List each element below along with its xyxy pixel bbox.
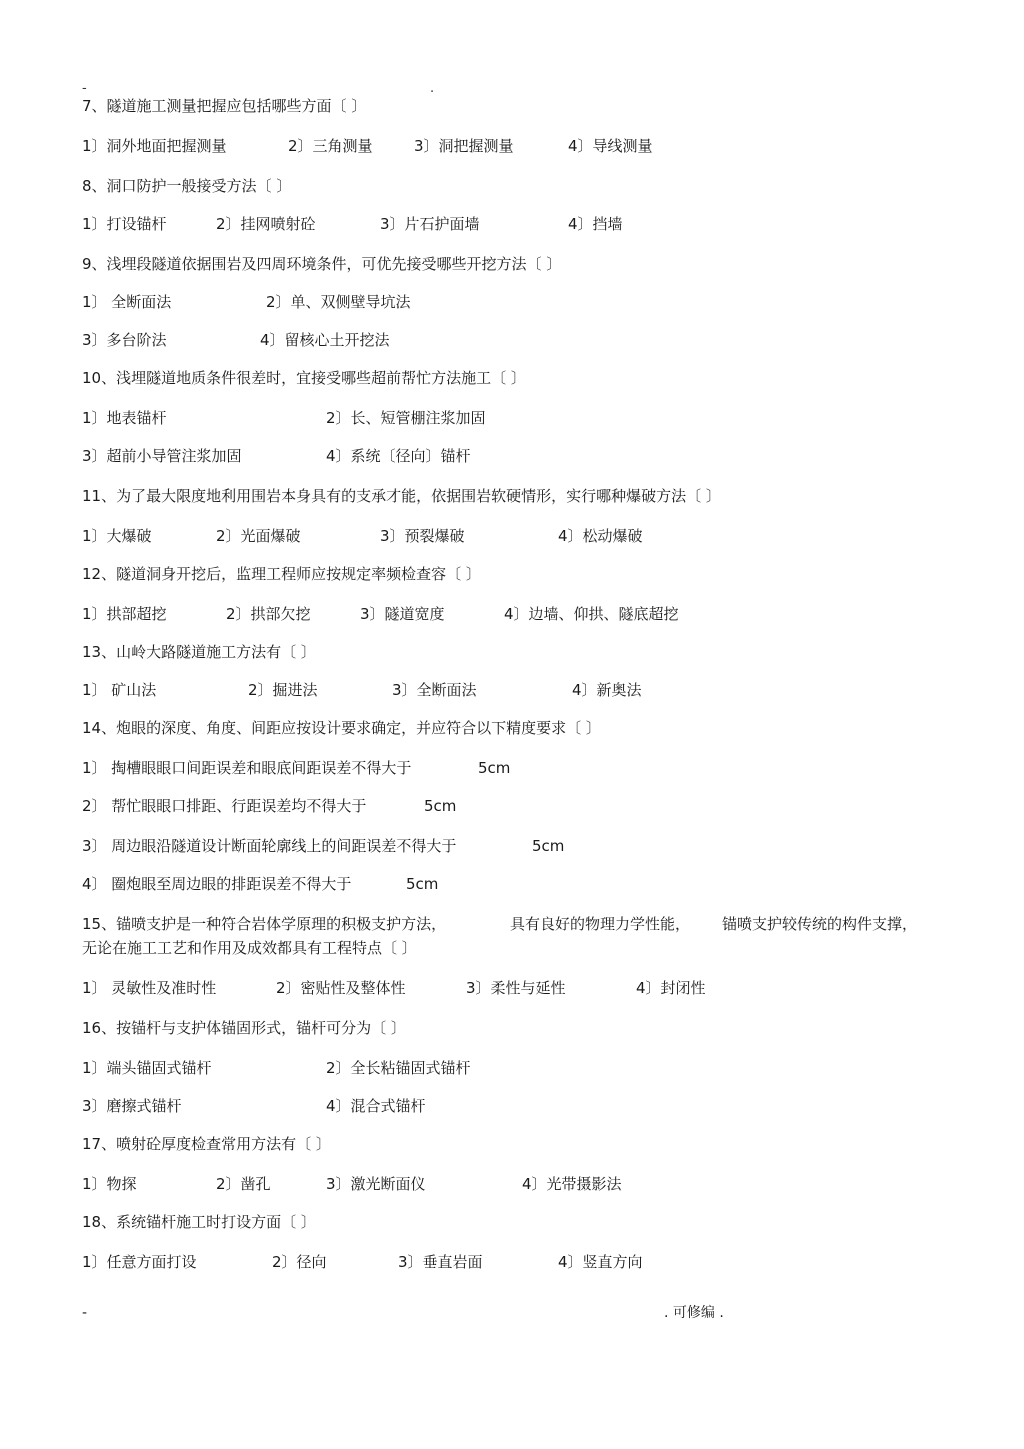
q13-option-4: 4〕新奥法: [572, 681, 642, 699]
q14-option-4-value: 5cm: [406, 875, 439, 893]
q13-option-3: 3〕全断面法: [392, 681, 477, 699]
q8-option-4: 4〕挡墙: [568, 215, 623, 233]
question-17-stem: 17、喷射砼厚度检查常用方法有〔 〕: [82, 1135, 331, 1153]
question-16-stem: 16、按锚杆与支护体锚固形式，锚杆可分为〔 〕: [82, 1019, 406, 1037]
q15-option-2: 2〕密贴性及整体性: [276, 979, 406, 997]
question-15-stem-c: 锚喷支护较传统的构件支撑，: [722, 915, 918, 933]
q17-option-2: 2〕凿孔: [216, 1175, 271, 1193]
q11-option-1: 1〕大爆破: [82, 527, 152, 545]
q13-option-1: 1〕 矿山法: [82, 681, 157, 699]
q15-option-4: 4〕封闭性: [636, 979, 706, 997]
q8-option-2: 2〕挂网喷射砼: [216, 215, 316, 233]
q7-option-3: 3〕洞把握测量: [414, 137, 514, 155]
q7-option-4: 4〕导线测量: [568, 137, 653, 155]
q17-option-4: 4〕光带摄影法: [522, 1175, 622, 1193]
q11-option-2: 2〕光面爆破: [216, 527, 301, 545]
question-7-stem: 7、隧道施工测量把握应包括哪些方面〔 〕: [82, 97, 367, 115]
question-11-stem: 11、为了最大限度地利用围岩本身具有的支承才能，依据围岩软硬情形，实行哪种爆破方法〔 〕: [82, 487, 721, 505]
q7-option-2: 2〕三角测量: [288, 137, 373, 155]
q17-option-3: 3〕激光断面仪: [326, 1175, 426, 1193]
q12-option-1: 1〕拱部超挖: [82, 605, 167, 623]
q14-option-1: 1〕 掏槽眼眼口间距误差和眼底间距误差不得大于: [82, 759, 412, 777]
q16-option-2: 2〕全长粘锚固式锚杆: [326, 1059, 471, 1077]
q14-option-1-value: 5cm: [478, 759, 511, 777]
q10-option-3: 3〕超前小导管注浆加固: [82, 447, 242, 465]
q8-option-3: 3〕片石护面墙: [380, 215, 480, 233]
q18-option-1: 1〕任意方面打设: [82, 1253, 197, 1271]
q9-option-3: 3〕多台阶法: [82, 331, 167, 349]
q7-option-1: 1〕洞外地面把握测量: [82, 137, 227, 155]
q11-option-3: 3〕预裂爆破: [380, 527, 465, 545]
q9-option-4: 4〕留核心土开挖法: [260, 331, 390, 349]
question-15-stem-d: 无论在施工工艺和作用及成效都具有工程特点〔 〕: [82, 939, 417, 957]
q18-option-3: 3〕垂直岩面: [398, 1253, 483, 1271]
q10-option-1: 1〕地表锚杆: [82, 409, 167, 427]
footer-left-mark: -: [82, 1305, 88, 1321]
q10-option-2: 2〕长、短管棚注浆加固: [326, 409, 486, 427]
q13-option-2: 2〕掘进法: [248, 681, 318, 699]
q9-option-1: 1〕 全断面法: [82, 293, 172, 311]
question-12-stem: 12、隧道洞身开挖后，监理工程师应按规定率频检查容〔 〕: [82, 565, 481, 583]
question-9-stem: 9、浅埋段隧道依据围岩及四周环境条件，可优先接受哪些开挖方法〔 〕: [82, 255, 562, 273]
footer-note: . 可修编 .: [664, 1305, 724, 1321]
q14-option-3-value: 5cm: [532, 837, 565, 855]
q12-option-3: 3〕隧道宽度: [360, 605, 445, 623]
q18-option-4: 4〕竖直方向: [558, 1253, 643, 1271]
header-left-mark: -: [82, 81, 87, 96]
q8-option-1: 1〕打设锚杆: [82, 215, 167, 233]
q15-option-1: 1〕 灵敏性及准时性: [82, 979, 217, 997]
q14-option-3: 3〕 周边眼沿隧道设计断面轮廓线上的间距误差不得大于: [82, 837, 457, 855]
q16-option-3: 3〕磨擦式锚杆: [82, 1097, 182, 1115]
q11-option-4: 4〕松动爆破: [558, 527, 643, 545]
q14-option-2-value: 5cm: [424, 797, 457, 815]
header-right-mark: .: [430, 81, 435, 96]
question-14-stem: 14、炮眼的深度、角度、间距应按设计要求确定，并应符合以下精度要求〔 〕: [82, 719, 601, 737]
q18-option-2: 2〕径向: [272, 1253, 327, 1271]
q12-option-2: 2〕拱部欠挖: [226, 605, 311, 623]
question-18-stem: 18、系统锚杆施工时打设方面〔 〕: [82, 1213, 316, 1231]
question-8-stem: 8、洞口防护一般接受方法〔 〕: [82, 177, 292, 195]
q12-option-4: 4〕边墙、仰拱、隧底超挖: [504, 605, 679, 623]
question-15-stem-b: 具有良好的物理力学性能，: [510, 915, 691, 933]
question-10-stem: 10、浅埋隧道地质条件很差时，宜接受哪些超前帮忙方法施工〔 〕: [82, 369, 526, 387]
question-13-stem: 13、山岭大路隧道施工方法有〔 〕: [82, 643, 316, 661]
q17-option-1: 1〕物探: [82, 1175, 137, 1193]
q16-option-4: 4〕混合式锚杆: [326, 1097, 426, 1115]
q10-option-4: 4〕系统〔径向〕锚杆: [326, 447, 471, 465]
q15-option-3: 3〕柔性与延性: [466, 979, 566, 997]
q16-option-1: 1〕端头锚固式锚杆: [82, 1059, 212, 1077]
q9-option-2: 2〕单、双侧壁导坑法: [266, 293, 411, 311]
q14-option-2: 2〕 帮忙眼眼口排距、行距误差均不得大于: [82, 797, 367, 815]
question-15-stem: 15、锚喷支护是一种符合岩体学原理的积极支护方法，: [82, 915, 447, 933]
q14-option-4: 4〕 圈炮眼至周边眼的排距误差不得大于: [82, 875, 352, 893]
